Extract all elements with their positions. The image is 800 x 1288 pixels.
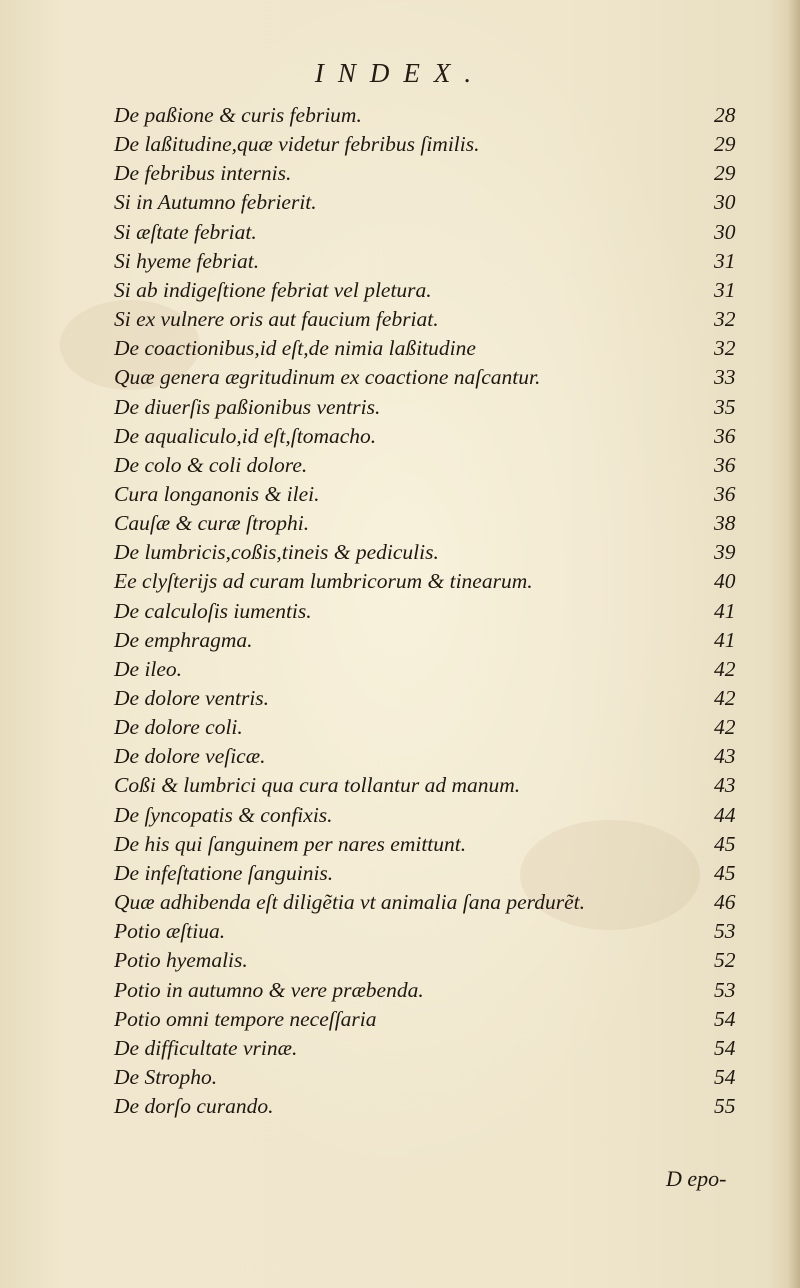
entry-page-number: 41: [714, 627, 736, 652]
entry-title: Quæ adhibenda eſt diligẽtia vt animalia ſana perdurẽt.: [114, 890, 585, 915]
index-entry: [114, 1091, 754, 1121]
entry-title: De ſyncopatis & confixis.: [114, 802, 333, 827]
index-entry: [114, 887, 754, 917]
index-entry: [114, 129, 754, 159]
entry-title: Si ex vulnere oris aut faucium febriat.: [114, 307, 439, 332]
entry-title: De aqualiculo,id eſt,ſtomacho.: [114, 423, 377, 448]
entry-title: Cauſæ & curæ ſtrophi.: [114, 511, 310, 536]
index-entry: [114, 158, 754, 188]
entry-title: De difficultate vrinæ.: [114, 1035, 298, 1060]
entry-page-number: 32: [714, 336, 736, 361]
entry-page-number: 30: [714, 219, 736, 244]
entry-title: De febribus internis.: [114, 161, 292, 186]
index-entry: [114, 683, 754, 713]
entry-page-number: 46: [714, 890, 736, 915]
index-entry: [114, 1004, 754, 1034]
entry-page-number: 29: [714, 161, 736, 186]
entry-title: De Stropho.: [114, 1064, 218, 1089]
index-entry: [114, 362, 754, 392]
entry-page-number: 55: [714, 1094, 736, 1119]
entry-title: Si hyeme febriat.: [114, 248, 260, 273]
entry-title: De diuerſis paßionibus ventris.: [114, 394, 381, 419]
entry-page-number: 36: [714, 452, 736, 477]
index-entry: [114, 1062, 754, 1092]
entry-title: De colo & coli dolore.: [114, 452, 308, 477]
index-entry: [114, 829, 754, 859]
index-header: INDEX.: [314, 58, 486, 88]
entry-page-number: 43: [714, 773, 736, 798]
index-entry: [114, 625, 754, 655]
entry-title: Quæ genera ægritudinum ex coactione naſcantur.: [114, 365, 541, 390]
entry-title: De dolore ventris.: [114, 686, 270, 710]
entry-page-number: 52: [714, 948, 736, 973]
entry-page-number: 42: [714, 686, 736, 710]
entry-title: De dolore coli.: [114, 715, 243, 740]
index-entry: [114, 975, 754, 1005]
entry-title: De infeſtatione ſanguinis.: [114, 860, 334, 885]
entry-page-number: 36: [714, 481, 736, 506]
entry-title: Potio hyemalis.: [114, 948, 248, 973]
entry-page-number: 45: [714, 831, 736, 856]
entry-page-number: 30: [714, 190, 736, 215]
entry-title: De coactionibus,id eſt,de nimia laßitudine: [114, 336, 476, 361]
index-entry: [114, 916, 754, 946]
entry-title: De dolore veſicæ.: [114, 744, 266, 769]
entry-page-number: 35: [714, 394, 736, 419]
index-entry: [114, 537, 754, 567]
index-entry: [114, 1033, 754, 1063]
entry-page-number: 54: [714, 1064, 736, 1089]
entry-page-number: 44: [714, 802, 736, 827]
entry-title: Si ab indigeſtione febriat vel pletura.: [114, 277, 432, 302]
entry-page-number: 54: [714, 1035, 736, 1060]
index-entry: [114, 100, 754, 130]
entry-page-number: 32: [714, 307, 736, 332]
entry-title: De laßitudine,quæ videtur febribus ſimilis.: [114, 132, 480, 157]
entry-title: De his qui ſanguinem per nares emittunt.: [114, 831, 467, 856]
index-entry: [114, 187, 754, 217]
entry-page-number: 29: [714, 132, 736, 157]
entry-title: De paßione & curis febrium.: [114, 103, 362, 127]
entry-title: Coßi & lumbrici qua cura tollantur ad manum.: [114, 773, 521, 798]
entry-title: Si æſtate febriat.: [114, 219, 257, 244]
index-entry: [114, 596, 754, 626]
entry-page-number: 36: [714, 423, 736, 448]
index-entry: [114, 450, 754, 480]
index-entry: [114, 479, 754, 509]
entry-page-number: 33: [714, 365, 736, 390]
index-entry: [114, 246, 754, 276]
entry-title: De lumbricis,coßis,tineis & pediculis.: [114, 540, 439, 565]
entry-page-number: 31: [714, 277, 736, 302]
entry-title: De emphragma.: [114, 627, 253, 652]
index-entry: [114, 275, 754, 305]
entry-page-number: 53: [714, 919, 736, 944]
entry-page-number: 38: [714, 511, 736, 536]
index-entry: [114, 800, 754, 830]
index-entry: [114, 217, 754, 247]
entry-page-number: 53: [714, 977, 736, 1002]
index-entry: [114, 712, 754, 742]
entry-page-number: 43: [714, 744, 736, 769]
entry-title: Potio omni tempore neceſſaria: [114, 1006, 377, 1031]
index-entry: [114, 654, 754, 684]
index-entry: [114, 741, 754, 771]
entry-page-number: 54: [714, 1006, 736, 1031]
index-entry: [114, 392, 754, 422]
entry-title: De calculoſis iumentis.: [114, 598, 312, 623]
entry-page-number: 39: [714, 540, 736, 565]
entry-title: Cura longanonis & ilei.: [114, 481, 320, 506]
index-entry: [114, 945, 754, 975]
entry-page-number: 45: [714, 860, 736, 885]
index-entry: [114, 858, 754, 888]
index-entry: [114, 333, 754, 363]
entry-title: Potio in autumno & vere præbenda.: [114, 977, 424, 1002]
entry-page-number: 40: [714, 569, 736, 594]
index-entry: [114, 566, 754, 596]
entry-title: Si in Autumno febrierit.: [114, 190, 317, 215]
index-entry: [114, 304, 754, 334]
index-entry: [114, 421, 754, 451]
entry-title: De dorſo curando.: [114, 1094, 274, 1119]
entry-page-number: 42: [714, 715, 736, 740]
entry-page-number: 41: [714, 598, 736, 623]
entry-page-number: 31: [714, 248, 736, 273]
entry-title: De ileo.: [114, 656, 183, 681]
entry-title: Ee clyſterijs ad curam lumbricorum & tinearum.: [114, 569, 533, 594]
entry-title: Potio æſtiua.: [114, 919, 226, 944]
catchword: D epo-: [666, 1166, 727, 1191]
entry-page-number: 28: [714, 103, 736, 127]
index-entry: [114, 770, 754, 800]
entry-page-number: 42: [714, 656, 736, 681]
index-entry: [114, 508, 754, 538]
